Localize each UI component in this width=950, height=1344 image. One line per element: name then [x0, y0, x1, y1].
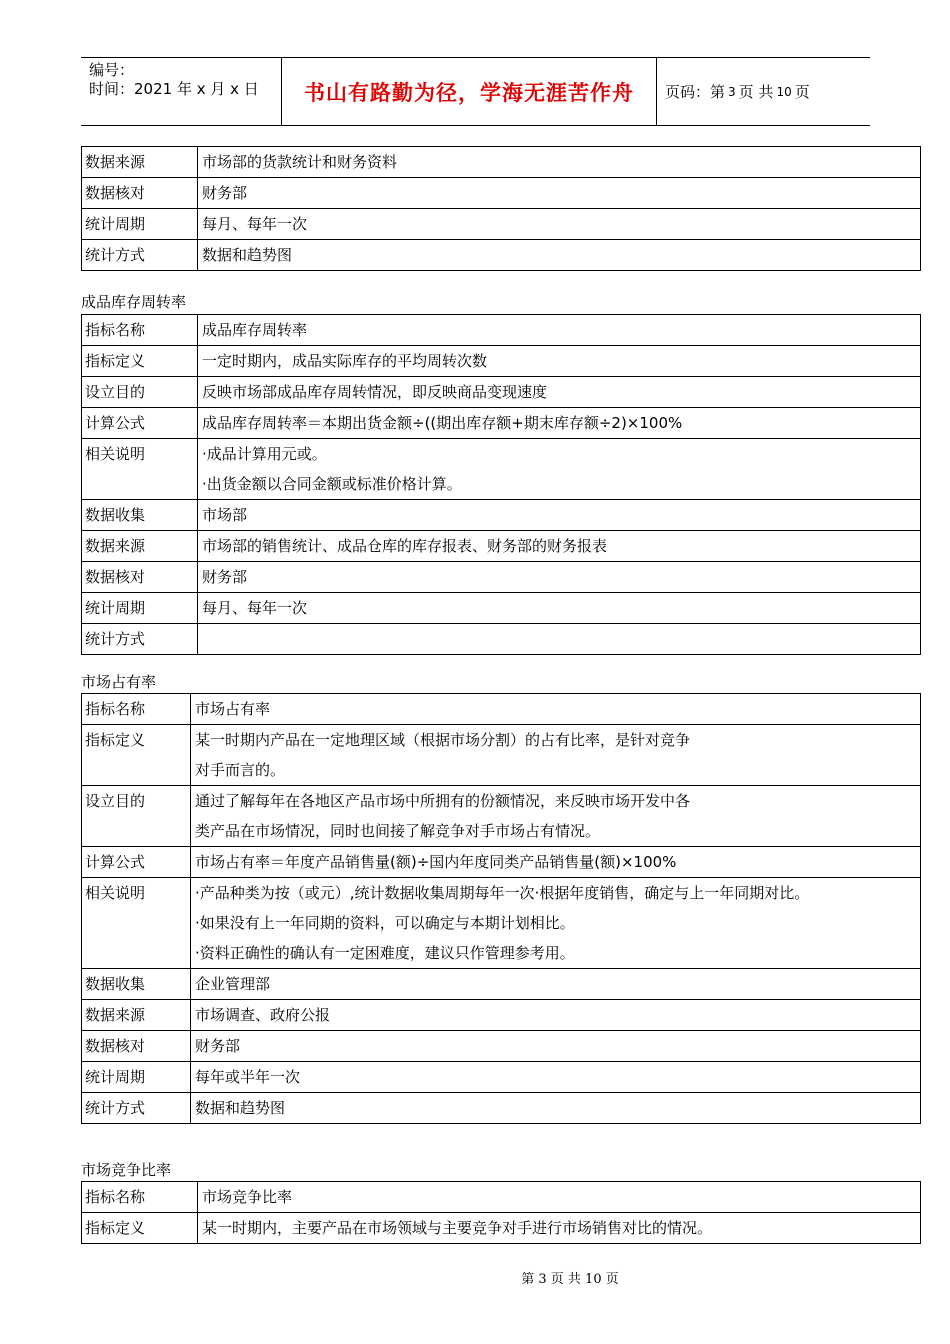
table-continued	[81, 146, 921, 271]
table-row	[82, 1062, 921, 1093]
row-label: 指标定义	[82, 725, 191, 786]
row-value: 财务部	[198, 562, 921, 593]
row-value: 财务部	[191, 1031, 921, 1062]
row-value: 财务部	[198, 178, 921, 209]
row-label: 统计周期	[82, 593, 198, 624]
table-row	[82, 1000, 921, 1031]
row-value: 数据和趋势图	[198, 240, 921, 271]
row-value-line: 某一时期内产品在一定地理区域（根据市场分割）的占有比率，是针对竞争	[195, 731, 691, 749]
row-label: 指标名称	[82, 315, 198, 346]
row-value: 每年或半年一次	[191, 1062, 921, 1093]
page-mid: 页 共	[738, 83, 774, 101]
row-value-line: ·成品计算用元或。	[202, 445, 327, 463]
row-label: 数据核对	[82, 178, 198, 209]
table-market-share	[81, 693, 921, 1124]
row-value-line: ·资料正确性的确认有一定困难度，建议只作管理参考用。	[195, 944, 575, 962]
row-label: 统计周期	[82, 1062, 191, 1093]
page-prefix: 页码：第	[665, 83, 726, 101]
row-value	[198, 624, 921, 655]
row-label: 相关说明	[82, 439, 198, 500]
table-row	[82, 847, 921, 878]
row-value: 成品库存周转率	[198, 315, 921, 346]
doc-number-label: 编号：	[89, 61, 135, 79]
table-row	[82, 500, 921, 531]
table-row	[82, 624, 921, 655]
row-label: 计算公式	[82, 408, 198, 439]
table-row	[82, 531, 921, 562]
table-row	[82, 209, 921, 240]
row-value: 市场部的货款统计和财务资料	[198, 147, 921, 178]
table-row	[82, 593, 921, 624]
row-label: 数据收集	[82, 969, 191, 1000]
table-row	[82, 1031, 921, 1062]
header-page-info	[655, 58, 870, 125]
header-motto: 书山有路勤为径，学海无涯苦作舟	[281, 58, 657, 125]
row-value: 市场竞争比率	[198, 1182, 921, 1213]
row-value: 市场部的销售统计、成品仓库的库存报表、财务部的财务报表	[198, 531, 921, 562]
doc-time-label: 时间：2021 年 x 月 x 日	[89, 80, 259, 98]
row-label: 数据来源	[82, 1000, 191, 1031]
section-title-inventory-turnover: 成品库存周转率	[81, 293, 187, 311]
row-value: 一定时期内，成品实际库存的平均周转次数	[198, 346, 921, 377]
table-row	[82, 878, 921, 969]
row-value: 某一时期内，主要产品在市场领域与主要竞争对手进行市场销售对比的情况。	[198, 1213, 921, 1244]
section-title-market-share: 市场占有率	[81, 673, 157, 691]
table-row	[82, 408, 921, 439]
row-value: 企业管理部	[191, 969, 921, 1000]
row-value: 市场占有率＝年度产品销售量(额)÷国内年度同类产品销售量(额)×100%	[191, 847, 921, 878]
page-total: 10	[776, 84, 792, 99]
table-competition-ratio	[81, 1181, 921, 1244]
table-row	[82, 694, 921, 725]
row-value-line: 类产品在市场情况，同时也间接了解竞争对手市场占有情况。	[195, 822, 601, 840]
row-label: 数据收集	[82, 500, 198, 531]
row-label: 相关说明	[82, 878, 191, 969]
row-label: 指标定义	[82, 1213, 198, 1244]
row-label: 设立目的	[82, 377, 198, 408]
row-value-line: ·如果没有上一年同期的资料，可以确定与本期计划相比。	[195, 914, 575, 932]
row-label: 统计方式	[82, 240, 198, 271]
row-label: 数据核对	[82, 1031, 191, 1062]
row-value: 反映市场部成品库存周转情况，即反映商品变现速度	[198, 377, 921, 408]
row-value: 每月、每年一次	[198, 593, 921, 624]
row-value	[191, 725, 921, 786]
table-row	[82, 439, 921, 500]
page-footer: 第 3 页 共 10 页	[521, 1272, 619, 1287]
row-label: 指标名称	[82, 694, 191, 725]
header-meta	[81, 58, 281, 125]
table-row	[82, 725, 921, 786]
table-row	[82, 346, 921, 377]
row-label: 统计方式	[82, 624, 198, 655]
row-value-line: 通过了解每年在各地区产品市场中所拥有的份额情况，来反映市场开发中各	[195, 792, 691, 810]
table-row	[82, 147, 921, 178]
row-label: 数据来源	[82, 147, 198, 178]
row-value-line: 对手而言的。	[195, 761, 286, 779]
page-suffix: 页	[794, 83, 810, 101]
table-row	[82, 240, 921, 271]
row-value	[191, 878, 921, 969]
row-value: 数据和趋势图	[191, 1093, 921, 1124]
table-row	[82, 1213, 921, 1244]
row-label: 指标名称	[82, 1182, 198, 1213]
row-label: 统计周期	[82, 209, 198, 240]
table-row	[82, 786, 921, 847]
row-value	[198, 439, 921, 500]
table-inventory-turnover	[81, 314, 921, 655]
row-value: 市场占有率	[191, 694, 921, 725]
page-header	[81, 57, 870, 126]
row-label: 指标定义	[82, 346, 198, 377]
section-title-competition-ratio: 市场竞争比率	[81, 1161, 172, 1179]
row-value-line: ·产品种类为按（或元）,统计数据收集周期每年一次·根据年度销售，确定与上一年同期对比。	[195, 884, 810, 902]
row-value: 每月、每年一次	[198, 209, 921, 240]
row-label: 设立目的	[82, 786, 191, 847]
row-label: 数据来源	[82, 531, 198, 562]
table-row	[82, 969, 921, 1000]
table-row	[82, 377, 921, 408]
table-row	[82, 315, 921, 346]
row-label: 数据核对	[82, 562, 198, 593]
row-value-line: ·出货金额以合同金额或标准价格计算。	[202, 475, 462, 493]
table-row	[82, 562, 921, 593]
page-number: 3	[728, 84, 736, 99]
table-row	[82, 1182, 921, 1213]
row-label: 计算公式	[82, 847, 191, 878]
table-row	[82, 1093, 921, 1124]
row-value: 市场调查、政府公报	[191, 1000, 921, 1031]
row-value: 市场部	[198, 500, 921, 531]
table-row	[82, 178, 921, 209]
row-value	[191, 786, 921, 847]
row-label: 统计方式	[82, 1093, 191, 1124]
row-value: 成品库存周转率＝本期出货金额÷((期出库存额+期末库存额÷2)×100%	[198, 408, 921, 439]
